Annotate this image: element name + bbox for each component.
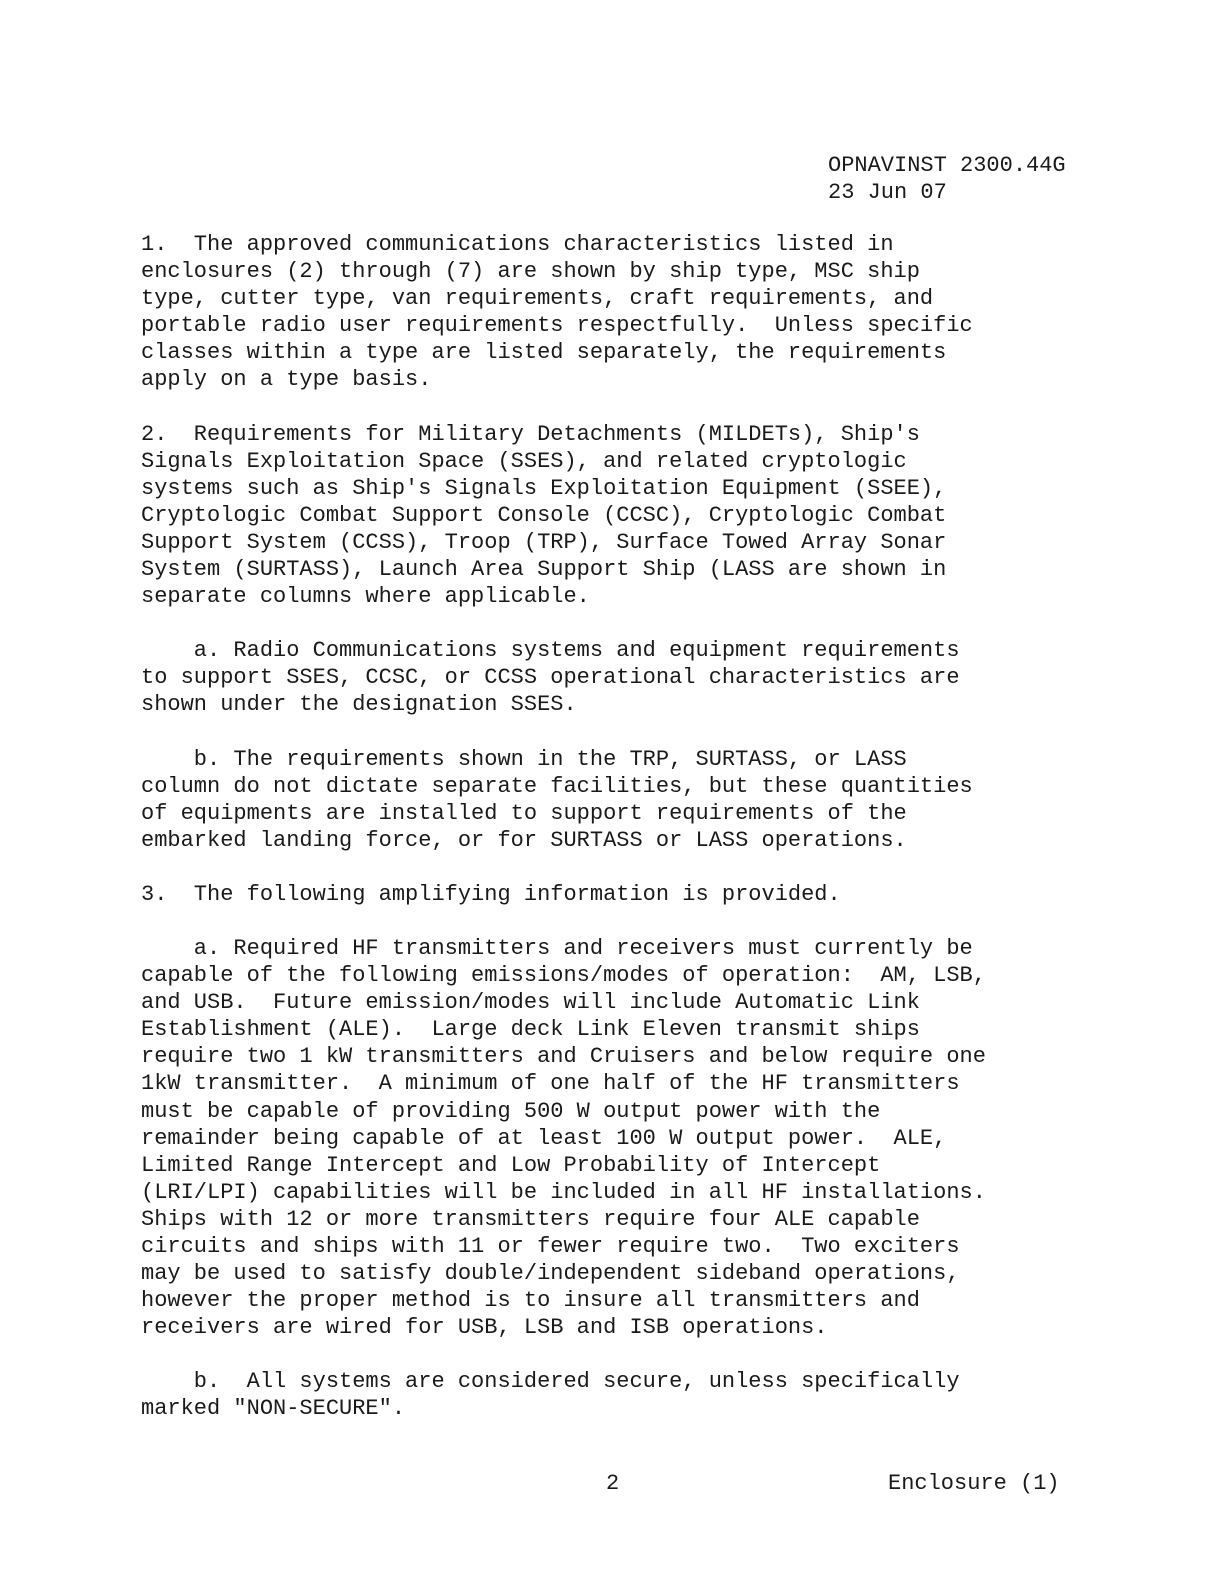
page-number: 2	[606, 1471, 620, 1496]
paragraph-1: 1. The approved communications characteristics listed in enclosures (2) through (7) are shown by ship type, MSC ship type, cutter type, van requirements, craft requirements, and portable radio user requirements respectfully. Unless specific classes within a type are listed separately, the requirements apply on a type basis.	[141, 232, 973, 393]
paragraph-3b: b. All systems are considered secure, unless specifically marked "NON-SECURE".	[141, 1369, 960, 1422]
paragraph-3: 3. The following amplifying information is provided.	[141, 881, 841, 907]
instruction-number: OPNAVINST 2300.44G	[828, 153, 1066, 178]
paragraph-2: 2. Requirements for Military Detachments (MILDETs), Ship's Signals Exploitation Space (SSES), and related cryptologic systems such as Ship's Signals Exploitation Equipment (SSEE), Cryptologic Combat Support Console (CCSC), Cryptologic Combat Support System (CCSS), Troop (TRP), Surface Towed Array Sonar System (SURTASS), Launch Area Support Ship (LASS are shown in separate columns where applicable.	[141, 421, 947, 610]
document-header	[828, 152, 1066, 206]
document-date: 23 Jun 07	[828, 180, 947, 205]
enclosure-label: Enclosure (1)	[888, 1471, 1060, 1496]
paragraph-3a: a. Required HF transmitters and receivers must currently be capable of the following emissions/modes of operation: AM, LSB, and USB. Future emission/modes will include Automatic Link Establishment (ALE). Large deck Link Eleven transmit ships require two 1 kW transmitters and Cruisers and below require one 1kW transmitter. A minimum of one half of the HF transmitters must be capable of providing 500 W output power with the remainder being capable of at least 100 W output power. ALE, Limited Range Intercept and Low Probability of Intercept (LRI/LPI) capabilities will be included in all HF installations. Ships with 12 or more transmitters require four ALE capable circuits and ships with 11 or fewer require two. Two exciters may be used to satisfy double/independent sideband operations, however the proper method is to insure all transmitters and receivers are wired for USB, LSB and ISB operations.	[141, 935, 986, 1341]
document-body	[141, 231, 1201, 1450]
paragraph-2a: a. Radio Communications systems and equipment requirements to support SSES, CCSC, or CCSS operational characteristics are shown under the designation SSES.	[141, 638, 960, 718]
paragraph-2b: b. The requirements shown in the TRP, SURTASS, or LASS column do not dictate separate facilities, but these quantities of equipments are installed to support requirements of the embarked landing force, or for SURTASS or LASS operations.	[141, 746, 973, 853]
